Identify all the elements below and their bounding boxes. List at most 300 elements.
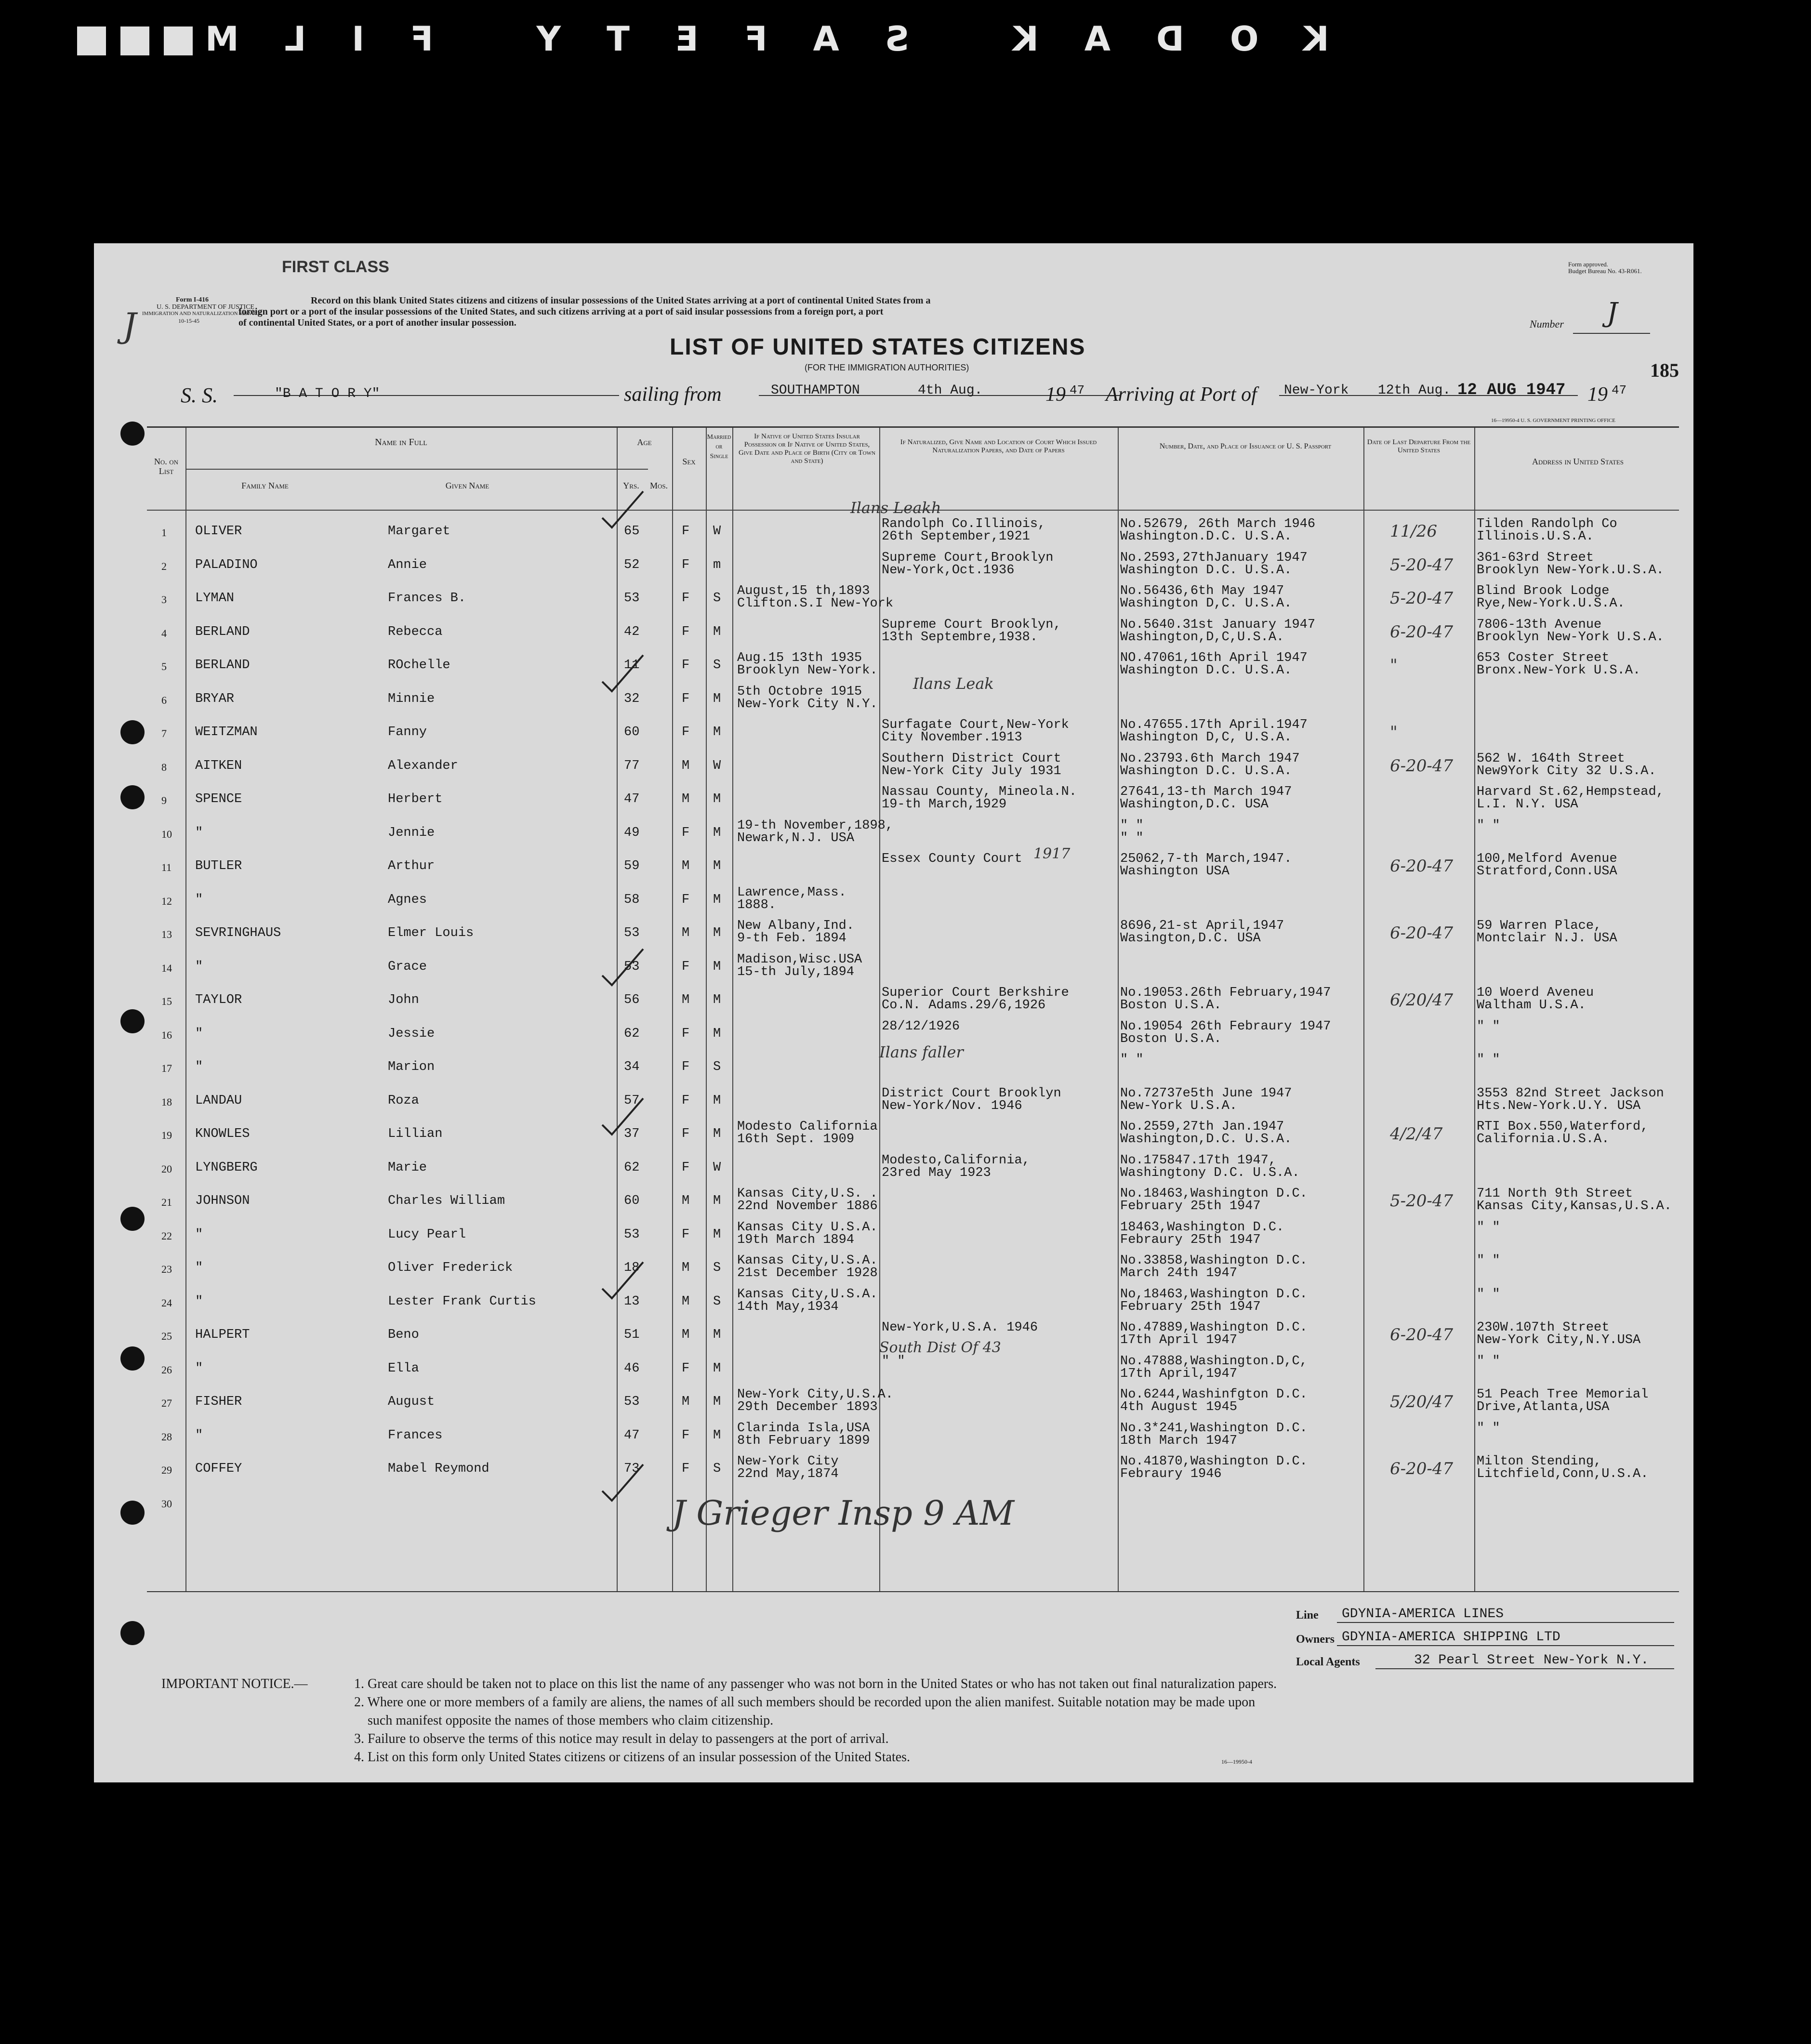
cell-given: Lucy Pearl bbox=[388, 1227, 466, 1242]
cell-birth2: 22nd May,1874 bbox=[737, 1467, 839, 1481]
table-row bbox=[147, 752, 1679, 785]
cell-family: " bbox=[195, 1026, 203, 1041]
cell-dep: 5-20-47 bbox=[1390, 589, 1454, 608]
cell-dep: 6-20-47 bbox=[1390, 857, 1454, 876]
cell-addr1: 3553 82nd Street Jackson bbox=[1477, 1086, 1664, 1101]
cell-pass1: No.19054 26th Febraury 1947 bbox=[1120, 1019, 1331, 1034]
cell-ms: S bbox=[713, 591, 721, 606]
cell-pass1: 27641,13-th March 1947 bbox=[1120, 785, 1292, 799]
cell-no: 22 bbox=[161, 1229, 172, 1242]
cell-sex: M bbox=[682, 1395, 690, 1409]
cell-given: Agnes bbox=[388, 892, 427, 907]
table-row bbox=[147, 1454, 1679, 1488]
cell-yrs: 18 bbox=[624, 1261, 640, 1275]
cell-yrs: 77 bbox=[624, 758, 640, 773]
cell-pass1: No.5640.31st January 1947 bbox=[1120, 617, 1316, 632]
cell-yrs: 51 bbox=[624, 1328, 640, 1342]
cell-sex: M bbox=[682, 1194, 690, 1208]
cell-given: Margaret bbox=[388, 524, 450, 539]
cell-addr2: Brooklyn New-York.U.S.A. bbox=[1477, 563, 1664, 578]
cell-addr1: Tilden Randolph Co bbox=[1477, 517, 1617, 531]
cell-birth1: Kansas City,U.S.A. bbox=[737, 1287, 878, 1302]
cell-yrs: 56 bbox=[624, 993, 640, 1007]
cell-addr2: Hts.New-York.U.Y. USA bbox=[1477, 1098, 1641, 1113]
table-row bbox=[147, 952, 1679, 986]
cell-no: 7 bbox=[161, 727, 167, 739]
table-row bbox=[147, 1421, 1679, 1454]
cell-given: Rebecca bbox=[388, 624, 443, 639]
cell-addr2: Brooklyn New-York U.S.A. bbox=[1477, 630, 1664, 645]
cell-nat2: New-York,Oct.1936 bbox=[882, 563, 1015, 578]
cell-no: 25 bbox=[161, 1330, 172, 1342]
cell-addr2: Kansas City,Kansas,U.S.A. bbox=[1477, 1199, 1672, 1213]
cell-yrs: 32 bbox=[624, 691, 640, 706]
cell-dep: 5-20-47 bbox=[1390, 1191, 1454, 1211]
handwritten-note: South Dist Of 43 bbox=[879, 1339, 1001, 1356]
cell-pass1: No.3*241,Washington D.C. bbox=[1120, 1421, 1308, 1436]
cell-given: Lester Frank Curtis bbox=[388, 1294, 536, 1309]
cell-pass1: " " bbox=[1120, 1053, 1144, 1067]
cell-family: SEVRINGHAUS bbox=[195, 926, 281, 940]
arrival-date-stamp: 12 AUG 1947 bbox=[1457, 381, 1566, 399]
cell-pass1: No.2559,27th Jan.1947 bbox=[1120, 1120, 1284, 1134]
cell-sex: F bbox=[682, 1060, 690, 1074]
cell-family: " bbox=[195, 959, 203, 974]
cell-family: HALPERT bbox=[195, 1328, 250, 1342]
cell-sex: F bbox=[682, 892, 690, 907]
cell-birth2: Brooklyn New-York. bbox=[737, 663, 878, 678]
cell-sex: F bbox=[682, 524, 690, 539]
cell-birth2: Clifton.S.I New-York bbox=[737, 596, 894, 611]
cell-addr1: 51 Peach Tree Memorial bbox=[1477, 1387, 1649, 1402]
handwritten-note: 1917 bbox=[1033, 845, 1071, 862]
cell-sex: F bbox=[682, 1361, 690, 1376]
cell-dep: 5/20/47 bbox=[1390, 1392, 1454, 1411]
cell-addr2: L.I. N.Y. USA bbox=[1477, 797, 1578, 812]
number-label: Number bbox=[1530, 318, 1564, 330]
year-prefix-2: 19 bbox=[1587, 383, 1608, 406]
cell-family: PALADINO bbox=[195, 557, 258, 572]
cell-dep: 6-20-47 bbox=[1390, 622, 1454, 642]
cell-no: 30 bbox=[161, 1497, 172, 1510]
cell-ms: W bbox=[713, 524, 721, 539]
cell-pass1: No.41870,Washington D.C. bbox=[1120, 1454, 1308, 1469]
cell-pass1: No.52679, 26th March 1946 bbox=[1120, 517, 1316, 531]
table-row bbox=[147, 785, 1679, 818]
table-row bbox=[147, 885, 1679, 919]
cell-ms: S bbox=[713, 1462, 721, 1476]
cell-nat2: Co.N. Adams.29/6,1926 bbox=[882, 998, 1046, 1013]
cell-addr1: " " bbox=[1477, 1253, 1500, 1268]
table-row bbox=[147, 584, 1679, 617]
cell-given: Elmer Louis bbox=[388, 926, 474, 940]
cell-family: TAYLOR bbox=[195, 993, 242, 1007]
cell-sex: F bbox=[682, 691, 690, 706]
cell-pass2: Boston U.S.A. bbox=[1120, 1031, 1222, 1046]
cell-no: 28 bbox=[161, 1430, 172, 1443]
cell-pass1: 25062,7-th March,1947. bbox=[1120, 852, 1292, 866]
punch-hole bbox=[120, 785, 145, 809]
cell-ms: M bbox=[713, 926, 721, 940]
cell-yrs: 42 bbox=[624, 624, 640, 639]
cell-pass1: No.47889,Washington D.C. bbox=[1120, 1320, 1308, 1335]
cell-yrs: 53 bbox=[624, 1395, 640, 1409]
cell-yrs: 60 bbox=[624, 1194, 640, 1208]
cell-given: Jennie bbox=[388, 825, 435, 840]
cell-given: Jessie bbox=[388, 1026, 435, 1041]
handwritten-note: Ilans Leak bbox=[913, 674, 994, 693]
cell-dep: 6-20-47 bbox=[1390, 923, 1454, 943]
cell-birth2: New-York City N.Y. bbox=[737, 697, 878, 712]
cell-pass2: Washington,D.C. USA bbox=[1120, 797, 1269, 812]
cell-sex: F bbox=[682, 1026, 690, 1041]
cell-given: Arthur bbox=[388, 859, 435, 873]
cell-addr1: " " bbox=[1477, 1287, 1500, 1302]
cell-birth2: 9-th Feb. 1894 bbox=[737, 931, 846, 946]
cell-sex: F bbox=[682, 591, 690, 606]
cell-birth1: New Albany,Ind. bbox=[737, 919, 855, 933]
cell-addr1: 361-63rd Street bbox=[1477, 550, 1594, 565]
cell-ms: M bbox=[713, 725, 721, 739]
cell-no: 9 bbox=[161, 794, 167, 806]
cell-ms: M bbox=[713, 1127, 721, 1141]
cell-ms: M bbox=[713, 1093, 721, 1108]
cell-pass2: 4th August 1945 bbox=[1120, 1400, 1238, 1414]
department: U. S. DEPARTMENT OF JUSTICE bbox=[157, 303, 254, 311]
cell-addr1: " " bbox=[1477, 1220, 1500, 1235]
cell-pass1: No.47888,Washington.D,C, bbox=[1120, 1354, 1308, 1369]
cell-pass1: No.47655.17th April.1947 bbox=[1120, 718, 1308, 732]
cell-ms: M bbox=[713, 859, 721, 873]
cell-birth1: August,15 th,1893 bbox=[737, 584, 870, 598]
table-row bbox=[147, 517, 1679, 550]
table-row bbox=[147, 818, 1679, 852]
cell-addr1: Milton Stending, bbox=[1477, 1454, 1602, 1469]
table-row bbox=[147, 1187, 1679, 1220]
cell-family: BRYAR bbox=[195, 691, 235, 706]
header-family: Family Name bbox=[241, 481, 289, 490]
cell-pass2: New-York U.S.A. bbox=[1120, 1098, 1238, 1113]
cell-addr2: Litchfield,Conn,U.S.A. bbox=[1477, 1467, 1649, 1481]
cell-birth1: Clarinda Isla,USA bbox=[737, 1421, 870, 1436]
cell-dep: 4/2/47 bbox=[1390, 1124, 1443, 1144]
cell-family: LYMAN bbox=[195, 591, 235, 606]
cell-nat1: Randolph Co.Illinois, bbox=[882, 517, 1046, 531]
cell-pass2: Washington D.C. U.S.A. bbox=[1120, 764, 1292, 778]
cell-pass2: Washington D.C. U.S.A. bbox=[1120, 563, 1292, 578]
cell-yrs: 62 bbox=[624, 1026, 640, 1041]
manifest-sheet bbox=[94, 243, 1693, 1782]
cell-family: COFFEY bbox=[195, 1462, 242, 1476]
table-row bbox=[147, 1086, 1679, 1120]
handwritten-note: Ilans faller bbox=[879, 1043, 964, 1061]
table-row bbox=[147, 1287, 1679, 1320]
arrive-date: 12th Aug. bbox=[1378, 383, 1451, 398]
cell-yrs: 34 bbox=[624, 1060, 640, 1074]
cell-no: 26 bbox=[161, 1363, 172, 1376]
cell-no: 17 bbox=[161, 1062, 172, 1074]
line-value: GDYNIA-AMERICA LINES bbox=[1342, 1607, 1504, 1622]
cell-yrs: 58 bbox=[624, 892, 640, 907]
cell-no: 18 bbox=[161, 1095, 172, 1108]
cell-addr2: California.U.S.A. bbox=[1477, 1132, 1610, 1147]
cell-birth1: 19-th November,1898, bbox=[737, 818, 894, 833]
cell-addr2: Rye,New-York.U.S.A. bbox=[1477, 596, 1625, 611]
cell-addr1: " " bbox=[1477, 818, 1500, 833]
cell-given: Fanny bbox=[388, 725, 427, 739]
cell-nat2: 13th Septembre,1938. bbox=[882, 630, 1038, 645]
cell-family: " bbox=[195, 892, 203, 907]
cell-given: John bbox=[388, 993, 419, 1007]
notice-items: 1. Great care should be taken not to place on this list the name of any passenger who was not born in the United States or who has not taken out final naturalization papers. 2. Where one or more members of a family are aliens, the names of all such members should be recorded upon the alien manifest. Suitable notation may be made upon such manifest opposite the names of those members who claim citizenship. 3. Failure to observe the terms of this notice may result in delay to passengers at the port of arrival. 4. List on this form only United States citizens or citizens of an insular possession of the United States. bbox=[354, 1676, 1277, 1765]
table-row bbox=[147, 1120, 1679, 1153]
cell-pass1: 18463,Washington D.C. bbox=[1120, 1220, 1284, 1235]
sailing-label: sailing from bbox=[624, 383, 722, 406]
cell-sex: F bbox=[682, 1462, 690, 1476]
table-row bbox=[147, 852, 1679, 885]
cell-pass2: Washington.D.C. U.S.A. bbox=[1120, 529, 1292, 544]
cell-no: 24 bbox=[161, 1296, 172, 1309]
cell-pass1: No.23793.6th March 1947 bbox=[1120, 751, 1300, 766]
agents-underline bbox=[1375, 1668, 1674, 1669]
cell-pass1: No.33858,Washington D.C. bbox=[1120, 1253, 1308, 1268]
cell-ms: M bbox=[713, 1395, 721, 1409]
sailing-from: SOUTHAMPTON bbox=[771, 383, 860, 398]
cell-ms: M bbox=[713, 825, 721, 840]
cell-family: AITKEN bbox=[195, 758, 242, 773]
cell-addr1: 562 W. 164th Street bbox=[1477, 751, 1625, 766]
cell-yrs: 53 bbox=[624, 1227, 640, 1242]
cell-given: Alexander bbox=[388, 758, 458, 773]
cell-yrs: 49 bbox=[624, 825, 640, 840]
cell-birth2: 19th March 1894 bbox=[737, 1232, 855, 1247]
cell-no: 21 bbox=[161, 1196, 172, 1208]
number-value: J bbox=[1607, 297, 1618, 329]
cell-ms: M bbox=[713, 691, 721, 706]
agents-label: Local Agents bbox=[1296, 1656, 1360, 1668]
cell-birth1: Kansas City,U.S.A. bbox=[737, 1253, 878, 1268]
cell-ms: M bbox=[713, 993, 721, 1007]
cell-addr1: Harvard St.62,Hempstead, bbox=[1477, 785, 1664, 799]
cell-given: Minnie bbox=[388, 691, 435, 706]
cell-yrs: 57 bbox=[624, 1093, 640, 1108]
cell-given: Charles William bbox=[388, 1194, 505, 1208]
cell-no: 16 bbox=[161, 1029, 172, 1041]
cell-family: BUTLER bbox=[195, 859, 242, 873]
cell-yrs: 53 bbox=[624, 959, 640, 974]
cell-addr1: 7806-13th Avenue bbox=[1477, 617, 1602, 632]
owners-underline bbox=[1337, 1645, 1674, 1646]
cell-addr1: 100,Melford Avenue bbox=[1477, 852, 1617, 866]
punch-hole bbox=[120, 1346, 145, 1371]
cell-birth1: Kansas City,U.S. . bbox=[737, 1187, 878, 1201]
cell-nat1: Supreme Court,Brooklyn bbox=[882, 550, 1054, 565]
form-date: 10-15-45 bbox=[178, 317, 199, 324]
cell-pass1: No.72737e5th June 1947 bbox=[1120, 1086, 1292, 1101]
cell-ms: M bbox=[713, 1361, 721, 1376]
table-row bbox=[147, 1253, 1679, 1287]
table-row bbox=[147, 718, 1679, 751]
cell-yrs: 59 bbox=[624, 859, 640, 873]
cell-given: Mabel Reymond bbox=[388, 1462, 489, 1476]
cell-addr1: 653 Coster Street bbox=[1477, 651, 1610, 665]
document-subtitle: (FOR THE IMMIGRATION AUTHORITIES) bbox=[805, 363, 969, 372]
punch-hole bbox=[120, 1621, 145, 1645]
cell-pass1: No.19053.26th February,1947 bbox=[1120, 986, 1331, 1000]
cell-sex: F bbox=[682, 825, 690, 840]
cell-pass2: Washington,D,C,U.S.A. bbox=[1120, 630, 1284, 645]
cell-pass1: No.175847.17th 1947, bbox=[1120, 1153, 1277, 1168]
cell-family: WEITZMAN bbox=[195, 725, 258, 739]
cell-family: " bbox=[195, 825, 203, 840]
cell-sex: F bbox=[682, 1428, 690, 1443]
cell-birth1: 5th Octobre 1915 bbox=[737, 684, 862, 699]
cell-nat1: " " bbox=[882, 1354, 905, 1369]
punch-hole bbox=[120, 1501, 145, 1525]
cell-pass2: Febraury 25th 1947 bbox=[1120, 1232, 1261, 1247]
cell-sex: F bbox=[682, 1093, 690, 1108]
cell-pass1: NO.47061,16th April 1947 bbox=[1120, 651, 1308, 665]
sail-year: 47 bbox=[1070, 383, 1085, 397]
cell-sex: F bbox=[682, 725, 690, 739]
bottom-code: 16—19950-4 bbox=[1221, 1758, 1252, 1765]
cell-given: Ella bbox=[388, 1361, 419, 1376]
cell-ms: W bbox=[713, 1160, 721, 1175]
form-number: Form I-416 bbox=[176, 296, 209, 303]
cell-birth2: Newark,N.J. USA bbox=[737, 831, 855, 845]
cell-pass2: Febraury 1946 bbox=[1120, 1467, 1222, 1481]
cell-birth2: 8th February 1899 bbox=[737, 1433, 870, 1448]
cell-family: BERLAND bbox=[195, 658, 250, 673]
cell-yrs: 65 bbox=[624, 524, 640, 539]
cell-sex: M bbox=[682, 1328, 690, 1342]
line-underline bbox=[1337, 1622, 1674, 1623]
cell-ms: m bbox=[713, 557, 721, 572]
tick-marks bbox=[597, 489, 650, 1505]
ss-label: S. S. bbox=[181, 383, 218, 407]
form-approved: Form approved. bbox=[1568, 261, 1609, 268]
cell-no: 1 bbox=[161, 527, 167, 539]
cell-ms: S bbox=[713, 658, 721, 673]
cell-no: 8 bbox=[161, 761, 167, 773]
cell-family: JOHNSON bbox=[195, 1194, 250, 1208]
punch-hole bbox=[120, 720, 145, 744]
printer-mark: 16—19950-4 U. S. GOVERNMENT PRINTING OFFICE bbox=[1491, 418, 1616, 423]
cell-sex: M bbox=[682, 926, 690, 940]
cell-pass2: Washington USA bbox=[1120, 864, 1229, 879]
cell-addr2: Montclair N.J. USA bbox=[1477, 931, 1617, 946]
cell-nat2: 19-th March,1929 bbox=[882, 797, 1007, 812]
cell-given: Frances bbox=[388, 1428, 443, 1443]
header-no: No. on List bbox=[154, 457, 179, 476]
cell-family: " bbox=[195, 1060, 203, 1074]
cell-pass2: Washington D,C, U.S.A. bbox=[1120, 730, 1292, 745]
arriving-label: Arriving at Port of bbox=[1106, 383, 1257, 406]
cell-nat1: Southern District Court bbox=[882, 751, 1061, 766]
cell-yrs: 47 bbox=[624, 1428, 640, 1443]
cell-given: Annie bbox=[388, 557, 427, 572]
inspector-signature: J Grieger Insp 9 AM bbox=[672, 1493, 1015, 1533]
cell-pass2: Washington,D.C. U.S.A. bbox=[1120, 1132, 1292, 1147]
cell-no: 12 bbox=[161, 895, 172, 907]
form-instructions: Record on this blank United States citizens and citizens of insular possessions of the United States arriving at a port of continental United States from a foreign port or a port of the insular possessions of the United States, and such citizens arriving at a port of said insular possessions from a foreign port, a port of continental United States, or a port of another insular possession. bbox=[238, 295, 931, 328]
cell-sex: F bbox=[682, 1127, 690, 1141]
cell-given: August bbox=[388, 1395, 435, 1409]
cell-family: " bbox=[195, 1294, 203, 1309]
header-given: Given Name bbox=[445, 481, 489, 490]
cell-given: Oliver Frederick bbox=[388, 1261, 513, 1275]
cell-birth1: New-York City,U.S.A. bbox=[737, 1387, 894, 1402]
cell-ms: M bbox=[713, 1428, 721, 1443]
owners-label: Owners bbox=[1296, 1633, 1335, 1646]
cell-yrs: 60 bbox=[624, 725, 640, 739]
cell-family: " bbox=[195, 1227, 203, 1242]
table-row bbox=[147, 1354, 1679, 1387]
cell-given: Herbert bbox=[388, 792, 443, 806]
cell-yrs: 53 bbox=[624, 926, 640, 940]
cell-no: 10 bbox=[161, 828, 172, 840]
cell-sex: M bbox=[682, 792, 690, 806]
cell-birth1: Kansas City U.S.A. bbox=[737, 1220, 878, 1235]
cell-no: 13 bbox=[161, 928, 172, 940]
header-name-in-full: Name in Full bbox=[375, 437, 427, 448]
budget-bureau: Budget Bureau No. 43-R061. bbox=[1568, 267, 1642, 275]
cell-no: 5 bbox=[161, 660, 167, 673]
cell-ms: S bbox=[713, 1060, 721, 1074]
cell-pass1: No.2593,27thJanuary 1947 bbox=[1120, 550, 1308, 565]
cell-addr1: " " bbox=[1477, 1354, 1500, 1369]
cell-pass2: Washingtony D.C. U.S.A. bbox=[1120, 1165, 1300, 1180]
cell-family: OLIVER bbox=[195, 524, 242, 539]
passenger-table bbox=[147, 426, 1679, 1592]
sail-date: 4th Aug. bbox=[918, 383, 983, 398]
cell-yrs: 47 bbox=[624, 792, 640, 806]
cell-sex: F bbox=[682, 1160, 690, 1175]
film-edge bbox=[0, 19, 1811, 82]
cell-dep: 6-20-47 bbox=[1390, 1325, 1454, 1345]
cell-addr1: Blind Brook Lodge bbox=[1477, 584, 1610, 598]
cell-dep: 5-20-47 bbox=[1390, 555, 1454, 575]
cell-birth2: 22nd November 1886 bbox=[737, 1199, 878, 1213]
cell-nat1: Essex County Court bbox=[882, 852, 1022, 866]
punch-hole bbox=[120, 422, 145, 446]
cell-yrs: 52 bbox=[624, 557, 640, 572]
table-row bbox=[147, 1387, 1679, 1421]
cell-pass2: Wasington,D.C. USA bbox=[1120, 931, 1261, 946]
cell-birth2: 16th Sept. 1909 bbox=[737, 1132, 855, 1147]
cell-nat1: Nassau County, Mineola.N. bbox=[882, 785, 1077, 799]
cell-pass2: February 25th 1947 bbox=[1120, 1299, 1261, 1314]
cell-pass1: No.6244,Washinfgton D.C. bbox=[1120, 1387, 1308, 1402]
cell-pass2: Boston U.S.A. bbox=[1120, 998, 1222, 1013]
cell-family: KNOWLES bbox=[195, 1127, 250, 1141]
service: IMMIGRATION AND NATURALIZATION SERVICE bbox=[142, 311, 261, 316]
cell-birth2: 15-th July,1894 bbox=[737, 964, 855, 979]
cell-nat1: New-York,U.S.A. 1946 bbox=[882, 1320, 1038, 1335]
arriving-port: New-York bbox=[1284, 383, 1349, 398]
cell-yrs: 13 bbox=[624, 1294, 640, 1309]
cell-nat2: 26th September,1921 bbox=[882, 529, 1030, 544]
cell-birth2: 14th May,1934 bbox=[737, 1299, 839, 1314]
cell-no: 23 bbox=[161, 1263, 172, 1275]
cell-addr2: New-York City,N.Y.USA bbox=[1477, 1333, 1641, 1347]
cell-family: " bbox=[195, 1261, 203, 1275]
cell-birth2: 1888. bbox=[737, 897, 777, 912]
cell-birth2: 29th December 1893 bbox=[737, 1400, 878, 1414]
cell-dep: 6/20/47 bbox=[1390, 990, 1454, 1010]
cell-no: 19 bbox=[161, 1129, 172, 1141]
document-title: LIST OF UNITED STATES CITIZENS bbox=[670, 334, 1086, 360]
